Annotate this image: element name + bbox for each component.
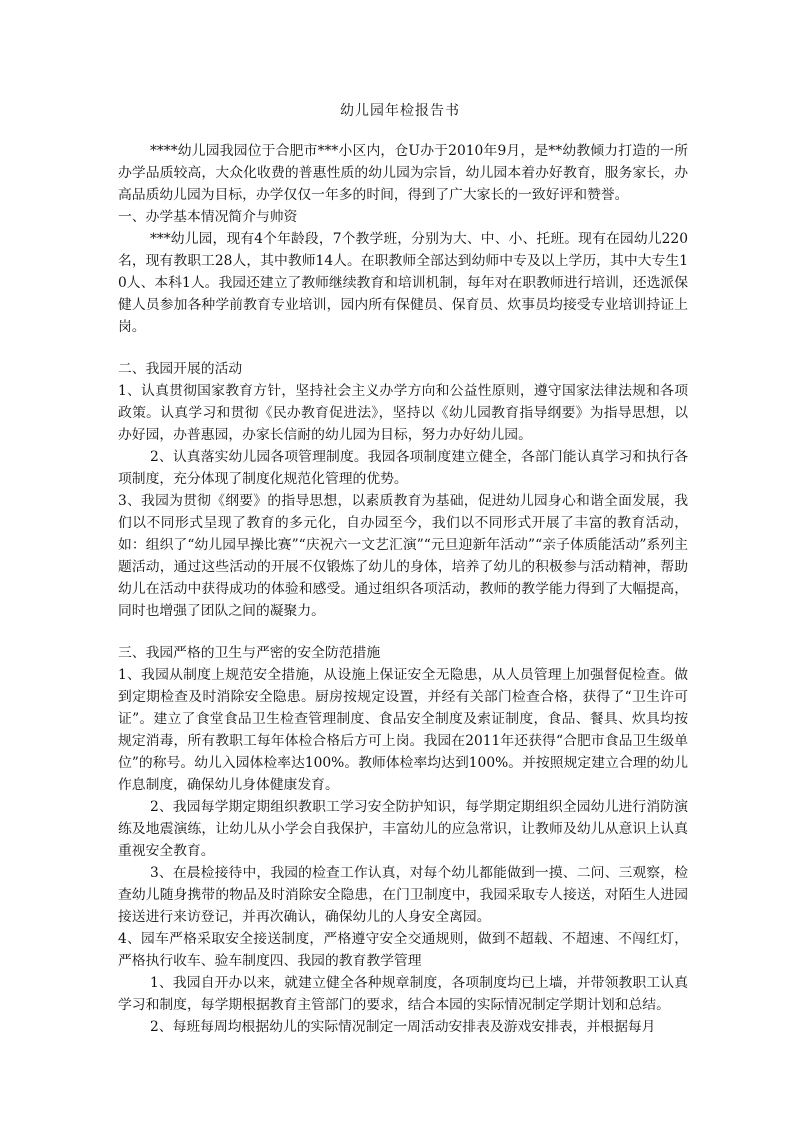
section-3-item-1: 1、我园从制度上规范安全措施，从设施上保证安全无隐患，从人员管理上加强督促检查。做到定期检查及时消除安全隐患。厨房按规定设置，并经有关部门检查合格，获得了“卫生许可证”。建立了食堂食品卫生检查管理制度、食品安全制度及索证制度，食品、餐具、炊具均按规定消毒，所有教职工每年体检合格后方可上岗。我园在2011年还获得“合肥市食品卫生级单位”的称号。幼儿入园体检率达100%。教师体检率均达到100%。并按照规定建立合理的幼儿作息制度，确保幼儿身体健康发育。	[118, 667, 688, 793]
section-1-paragraph: ***幼儿园，现有4个年龄段，7个教学班，分别为大、中、小、托班。现有在园幼儿220名，现有教职工28人，其中教师14人。在职教师全部达到幼师中专及以上学历，其中大专生10人、本科1人。我园还建立了教师继续教育和培训机制，每年对在职教师进行培训，还选派保健人员参加各种学前教育专业培训，园内所有保健员、保育员、炊事员均接受专业培训持证上岗。	[118, 231, 688, 335]
section-3-item-4: 4、园车严格采取安全接送制度，严格遵守安全交通规则，做到不超载、不超速、不闯红灯，严格执行收车、验车制度四、我园的教育教学管理	[118, 931, 688, 969]
section-2-item-3: 3、我园为贯彻《纲要》的指导思想，以素质教育为基础，促进幼儿园身心和谐全面发展，我们以不同形式呈现了教育的多元化，自办园至今，我们以不同形式开展了丰富的教育活动，如：组织了“幼儿园早操比赛”“庆祝六一文艺汇演”“元旦迎新年活动”“亲子体质能活动”系列主题活动，通过这些活动的开展不仅锻炼了幼儿的身体，培养了幼儿的积极参与活动精神，帮助幼儿在活动中获得成功的体验和感受。通过组织各项活动，教师的教学能力得到了大幅提高，同时也增强了团队之间的凝聚力。	[118, 493, 688, 619]
section-3-item-2: 2、我园每学期定期组织教职工学习安全防护知识，每学期定期组织全园幼儿进行消防演练及地震演练，让幼儿从小学会自我保护，丰富幼儿的应急常识，让教师及幼儿从意识上认真重视安全教育。	[118, 799, 688, 859]
spacer	[118, 338, 688, 358]
section-3-heading: 三、我园严格的卫生与严密的安全防范措施	[118, 645, 381, 661]
section-2-item-1: 1、认真贯彻国家教育方针，坚持社会主义办学方向和公益性原则，遵守国家法律法规和各项政策。认真学习和贯彻《民办教育促进法》，坚持以《幼儿园教育指导纲要》为指导思想，以办好园，办普惠园，办家长信耐的幼儿园为目标，努力办好幼儿园。	[118, 383, 688, 443]
section-3-item-3: 3、在晨检接待中，我园的检查工作认真，对每个幼儿都能做到一摸、二问、三观察，检查幼儿随身携带的物品及时消除安全隐患，在门卫制度中，我园采取专人接送，对陌生人进园接送进行来访登记，并再次确认，确保幼儿的人身安全离园。	[118, 865, 688, 925]
intro-paragraph: ****幼儿园我园位于合肥市***小区内，仓U办于2010年9月，是**幼教倾力打造的一所办学品质较高，大众化收费的普惠性质的幼儿园为宗旨，幼儿园本着办好教育，服务家长，办高品质幼儿园为目标，办学仅仅一年多的时间，得到了广大家长的一致好评和赞誉。	[118, 143, 688, 203]
section-2-item-2: 2、认真落实幼儿园各项管理制度。我园各项制度建立健全，各部门能认真学习和执行各项制度，充分体现了制度化规范化管理的优势。	[118, 449, 688, 487]
document-body	[118, 140, 688, 1038]
section-4-item-2: 2、每班每周均根据幼儿的实际情况制定一周活动安排表及游戏安排表，并根据每月	[150, 1019, 656, 1035]
section-1-heading: 一、办学基本情况简介与帅资	[118, 209, 298, 225]
section-4-item-1: 1、我园自开办以来，就建立健全各种规章制度，各项制度均已上墙，并带领教职工认真学习和制度，每学期根据教育主管部门的要求，结合本园的实际情况制定学期计划和总结。	[118, 975, 688, 1013]
document-title: 幼儿园年检报告书	[340, 103, 460, 119]
section-2-heading: 二、我园开展的活动	[118, 361, 243, 377]
spacer	[118, 622, 688, 642]
